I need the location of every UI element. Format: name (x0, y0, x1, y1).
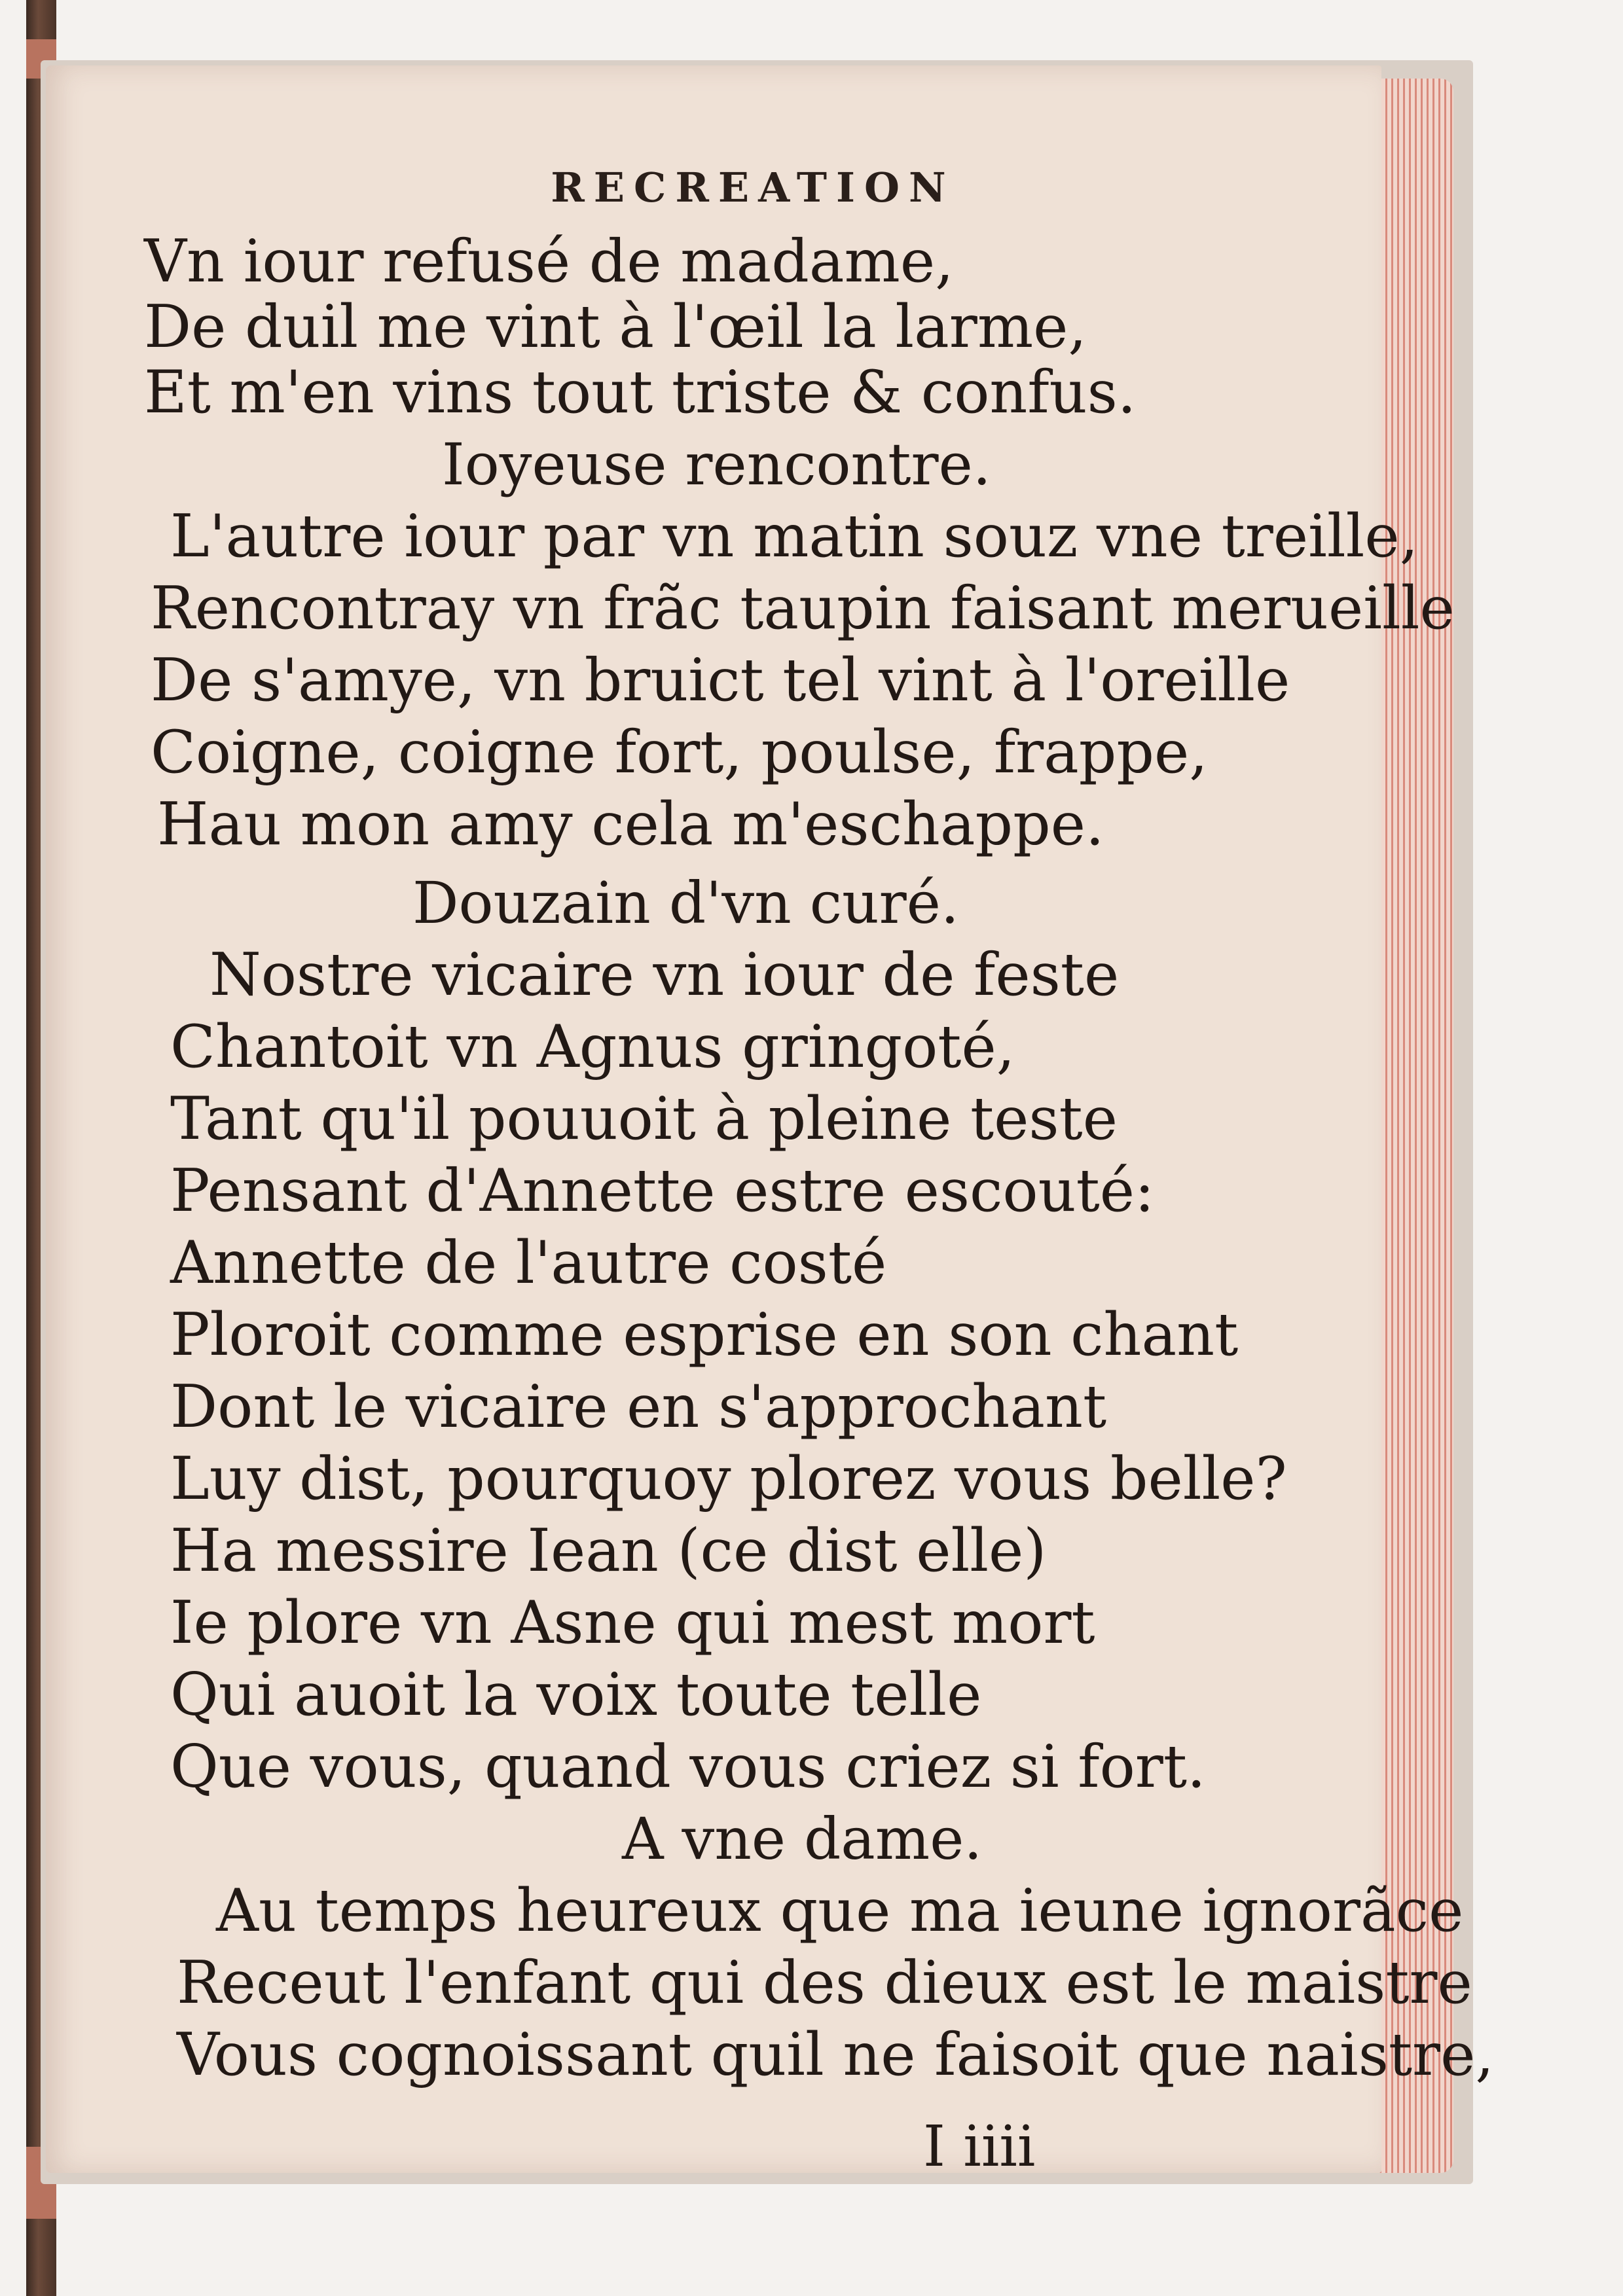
signature-mark: I iiii (923, 2114, 1036, 2179)
text-line: Qui auoit la voix toute telle (170, 1660, 982, 1729)
text-line: Hau mon amy cela m'eschappe. (157, 790, 1104, 859)
text-line: Ha messire Iean (ce dist elle) (170, 1516, 1047, 1585)
text-line: Au temps heureux que ma ieune ignorãce (216, 1876, 1464, 1945)
section-title: Ioyeuse rencontre. (442, 431, 991, 498)
text-line: Ie plore vn Asne qui mest mort (170, 1588, 1095, 1657)
text-line: Receut l'enfant qui des dieux est le maistre (177, 1948, 1472, 2017)
section-title: A vne dame. (622, 1805, 983, 1873)
book-page (46, 65, 1494, 2179)
text-line: Rencontray vn frãc taupin faisant merueille (151, 574, 1455, 643)
text-line: Luy dist, pourquoy plorez vous belle? (170, 1444, 1287, 1513)
text-line: L'autre iour par vn matin souz vne treille, (170, 502, 1419, 571)
text-line: Et m'en vins tout triste & confus. (144, 358, 1137, 427)
section-title: Douzain d'vn curé. (412, 869, 959, 937)
running-head: RECREATION (551, 164, 955, 211)
text-line: Que vous, quand vous criez si fort. (170, 1732, 1206, 1801)
text-line: De s'amye, vn bruict tel vint à l'oreille (151, 646, 1290, 715)
text-line: Vous cognoissant quil ne faisoit que naistre, (177, 2020, 1494, 2089)
text-line: Chantoit vn Agnus gringoté, (170, 1013, 1015, 1081)
text-line: Ploroit comme esprise en son chant (170, 1300, 1239, 1369)
text-line: Vn iour refusé de madame, (144, 227, 954, 296)
text-line: Coigne, coigne fort, poulse, frappe, (151, 718, 1208, 787)
text-line: Nostre vicaire vn iour de feste (210, 941, 1120, 1009)
text-line: Tant qu'il pouuoit à pleine teste (170, 1085, 1118, 1153)
text-line: Annette de l'autre costé (170, 1229, 887, 1297)
text-line: De duil me vint à l'œil la larme, (144, 293, 1087, 361)
text-line: Dont le vicaire en s'approchant (170, 1372, 1107, 1441)
text-line: Pensant d'Annette estre escouté: (170, 1157, 1155, 1225)
